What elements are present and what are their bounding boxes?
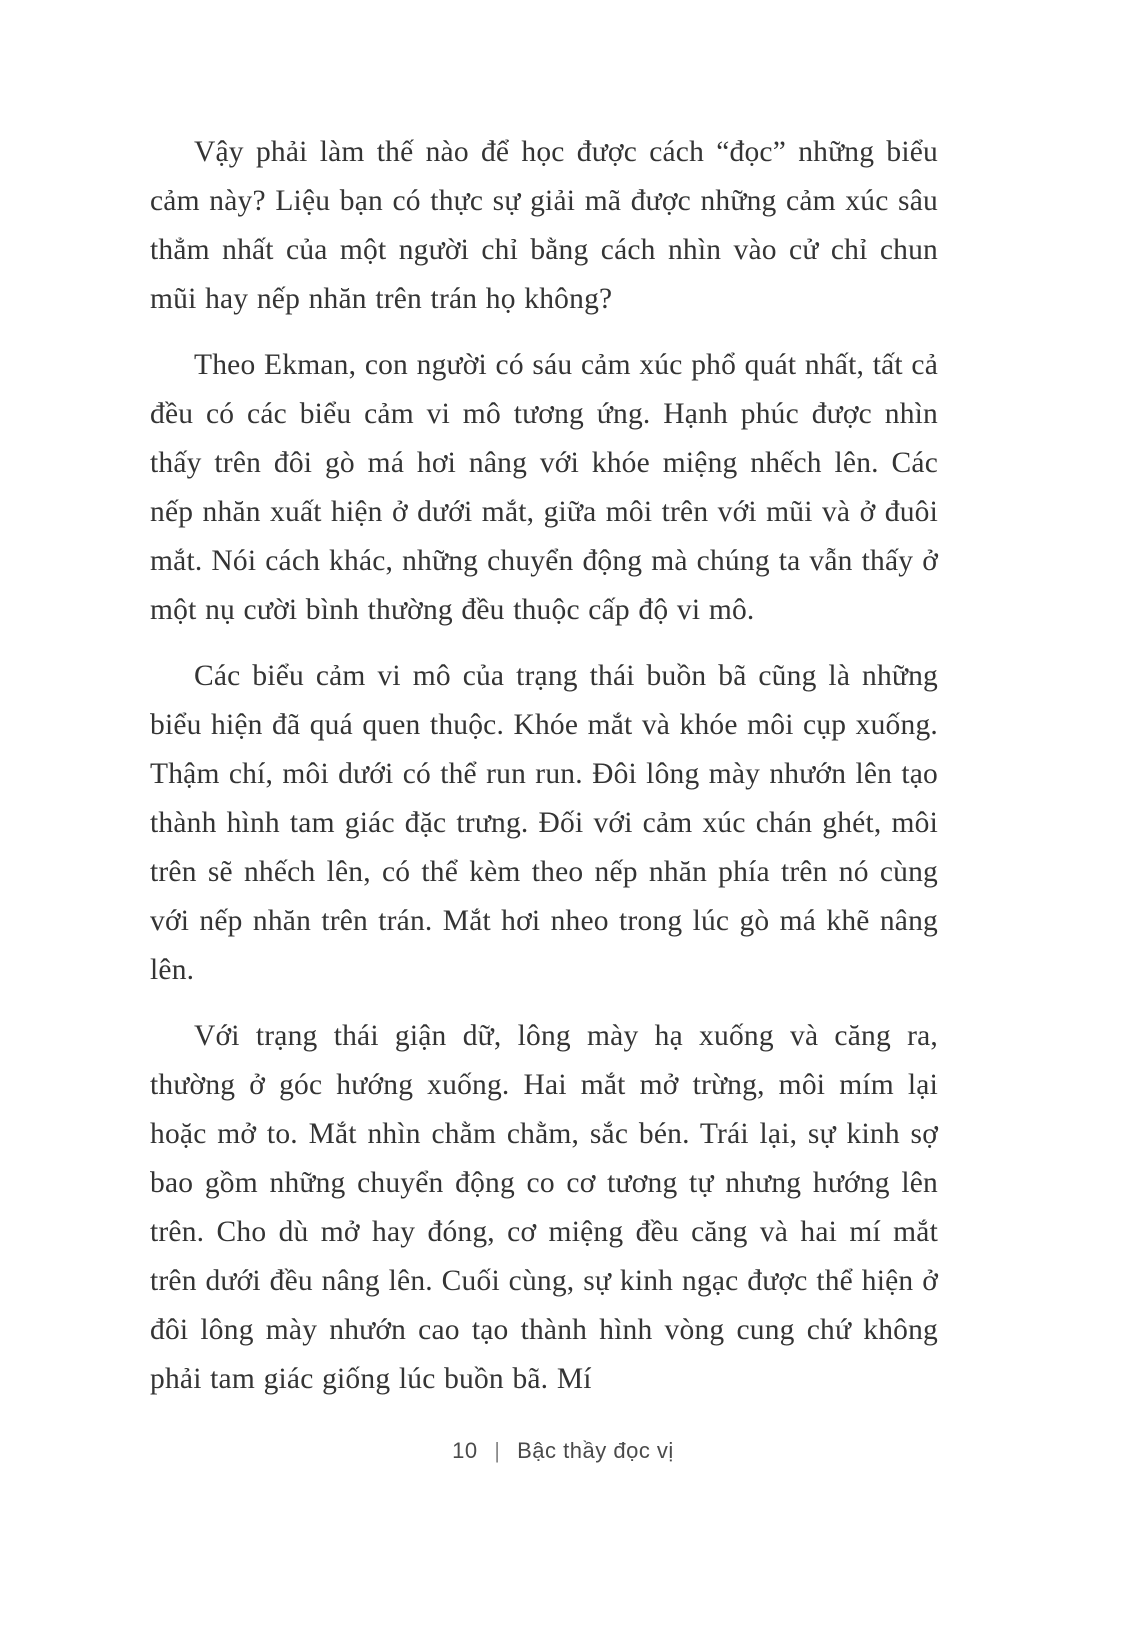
paragraph-3: Các biểu cảm vi mô của trạng thái buồn bã cũng là những biểu hiện đã quá quen thuộc. Khóe mắt và khóe môi cụp xuống. Thậm chí, môi dưới có thể run run. Đôi lông mày nhướn lên tạo thành hình tam giác đặc trưng. Đối với cảm xúc chán ghét, môi trên sẽ nhếch lên, có thể kèm theo nếp nhăn phía trên nó cùng với nếp nhăn trên trán. Mắt hơi nheo trong lúc gò má khẽ nâng lên. <box>150 660 938 986</box>
page-number: 10 <box>452 1438 478 1463</box>
footer-separator: | <box>494 1438 501 1463</box>
paragraph-2: Theo Ekman, con người có sáu cảm xúc phổ quát nhất, tất cả đều có các biểu cảm vi mô tương ứng. Hạnh phúc được nhìn thấy trên đôi gò má hơi nâng với khóe miệng nhếch lên. Các nếp nhăn xuất hiện ở dưới mắt, giữa môi trên với mũi và ở đuôi mắt. Nói cách khác, những chuyển động mà chúng ta vẫn thấy ở một nụ cười bình thường đều thuộc cấp độ vi mô. <box>150 349 938 626</box>
page-footer <box>0 1438 1126 1464</box>
paragraph-4: Với trạng thái giận dữ, lông mày hạ xuống và căng ra, thường ở góc hướng xuống. Hai mắt mở trừng, môi mím lại hoặc mở to. Mắt nhìn chằm chằm, sắc bén. Trái lại, sự kinh sợ bao gồm những chuyển động co cơ tương tự nhưng hướng lên trên. Cho dù mở hay đóng, cơ miệng đều căng và hai mí mắt trên dưới đều nâng lên. Cuối cùng, sự kinh ngạc được thể hiện ở đôi lông mày nhướn cao tạo thành hình vòng cung chứ không phải tam giác giống lúc buồn bã. Mí <box>150 1020 938 1395</box>
book-title: Bậc thầy đọc vị <box>517 1438 674 1463</box>
paragraph-1: Vậy phải làm thế nào để học được cách “đọc” những biểu cảm này? Liệu bạn có thực sự giải mã được những cảm xúc sâu thẳm nhất của một người chỉ bằng cách nhìn vào cử chỉ chun mũi hay nếp nhăn trên trán họ không? <box>150 136 938 315</box>
page-content <box>150 128 938 1421</box>
